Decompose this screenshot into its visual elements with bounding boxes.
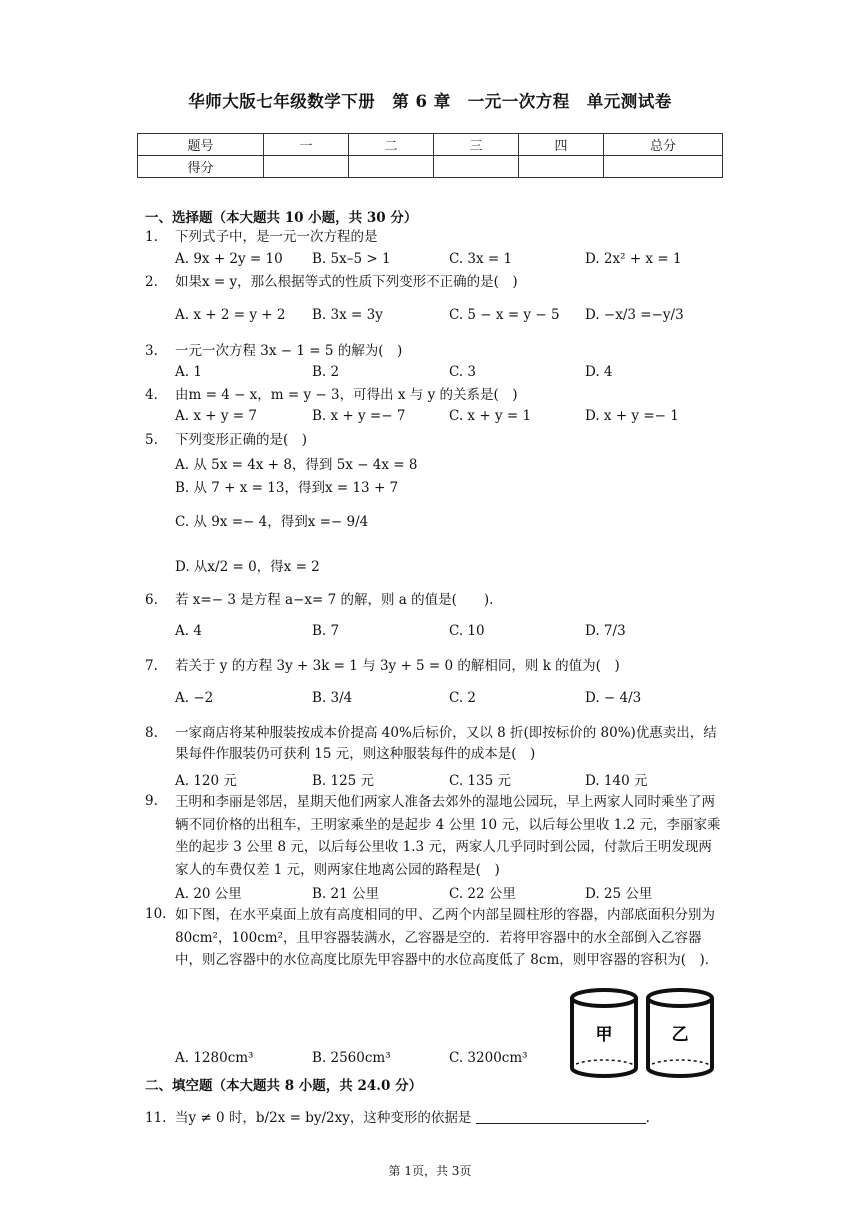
option-a[interactable]: A. 20 公里 (175, 886, 242, 902)
option-a[interactable]: A. −2 (175, 690, 214, 706)
option-c[interactable]: C. 3 (449, 364, 477, 380)
question-stem: 如下图，在水平桌面上放有高度相同的甲、乙两个内部呈圆柱形的容器，内部底面积分别为 80cm²，100cm²，且甲容器装满水，乙容器是空的．若将甲容器中的水全部倒入乙容器中，则乙容器中的水位高度比原先甲容器中的水位高度低了 8cm，则甲容器的容积为( )． (175, 907, 719, 968)
question-text: 当y ≠ 0 时，b/2x = by/2xy，这种变形的依据是 (175, 1110, 472, 1126)
option-c[interactable]: C. 135 元 (449, 773, 511, 789)
option-d[interactable]: D. 140 元 (585, 773, 648, 789)
section-heading: 二、填空题（本大题共 8 小题，共 24.0 分） (145, 1078, 423, 1094)
options-row (175, 769, 735, 789)
option-c[interactable]: C. 3200cm³ (449, 1050, 528, 1066)
question-8 (145, 723, 725, 765)
section-heading: 一、选择题（本大题共 10 小题，共 30 分） (145, 210, 418, 226)
page-title: 华师大版七年级数学下册 第 6 章 一元一次方程 单元测试卷 (188, 92, 672, 111)
option-b[interactable]: B. 5x–5 > 1 (312, 251, 391, 267)
question-stem: 若关于 y 的方程 3y + 3k = 1 与 3y + 5 = 0 的解相同，则 k 的值为( ) (175, 658, 620, 674)
table-cell: 二 (349, 134, 434, 156)
option-a[interactable]: A. 1 (175, 364, 202, 380)
question-stem: 下列式子中，是一元一次方程的是 (175, 229, 378, 245)
option-d[interactable]: D. 25 公里 (585, 886, 653, 902)
option-b[interactable]: B. 2 (312, 364, 340, 380)
cylinder-containers-figure (566, 988, 726, 1080)
question-number: 1. (145, 229, 158, 245)
option-c[interactable]: C. x + y = 1 (449, 408, 532, 424)
option-b[interactable]: B. x + y =− 7 (312, 408, 406, 424)
options-row (175, 364, 735, 384)
table-cell (264, 156, 349, 178)
question-10 (145, 904, 725, 972)
option-b[interactable]: B. 3/4 (312, 690, 353, 706)
option-d[interactable]: D. 从x/2 = 0，得x = 2 (175, 559, 320, 575)
question-stem: 王明和李丽是邻居，星期天他们两家人准备去郊外的湿地公园玩，早上两家人同时乘坐了两辆不同价格的出租车，王明家乘坐的是起步 4 公里 10 元，以后每公里收 1.2 元，李丽家乘坐的起步 3 公里 8 元，以后每公里收 1.3 元，两家人几乎同时到公园，付款后王明发现两家人的车费仅差 1 元，则两家住地离公园的路程是( ) (175, 794, 721, 878)
question-6 (145, 590, 725, 611)
options-row (175, 307, 735, 327)
option-b[interactable]: B. 21 公里 (312, 886, 379, 902)
option-c[interactable]: C. 10 (449, 623, 485, 639)
table-row (138, 134, 723, 156)
question-11 (145, 1108, 725, 1129)
option-b[interactable]: B. 2560cm³ (312, 1050, 391, 1066)
question-stem: 如果x = y，那么根据等式的性质下列变形不正确的是( ) (175, 274, 518, 290)
option-d[interactable]: D. −x/3 =−y/3 (585, 307, 684, 323)
table-cell: 总分 (604, 134, 723, 156)
question-number: 2. (145, 274, 158, 290)
score-table (137, 133, 723, 178)
question-number: 10. (145, 906, 167, 922)
container-label: 乙 (671, 1025, 689, 1045)
options-row (175, 408, 735, 428)
question-stem: 下列变形正确的是( ) (175, 432, 308, 448)
question-number: 9. (145, 793, 158, 809)
question-stem (175, 1108, 725, 1129)
option-b[interactable]: B. 3x = 3y (312, 307, 383, 323)
table-cell (349, 156, 434, 178)
option-a[interactable]: A. 4 (175, 623, 202, 639)
option-d[interactable]: D. 4 (585, 364, 613, 380)
question-stem: 一家商店将某种服装按成本价提高 40%后标价，又以 8 折(即按标价的 80%)优惠卖出，结果每件作服装仍可获利 15 元，则这种服装每件的成本是( ) (175, 725, 717, 762)
question-stem: 由m = 4 − x，m = y − 3，可得出 x 与 y 的关系是( ) (175, 387, 518, 403)
option-d[interactable]: D. 2x² + x = 1 (585, 251, 682, 267)
table-cell: 三 (434, 134, 519, 156)
option-c[interactable]: C. 从 9x =− 4，得到x =− 9/4 (175, 514, 369, 530)
option-c[interactable]: C. 22 公里 (449, 886, 516, 902)
option-c[interactable]: C. 3x = 1 (449, 251, 513, 267)
options-row (175, 623, 735, 643)
option-a[interactable]: A. 从 5x = 4x + 8，得到 5x − 4x = 8 (175, 457, 418, 473)
table-cell (434, 156, 519, 178)
question-number: 3. (145, 343, 158, 359)
question-1 (145, 227, 725, 248)
option-a[interactable]: A. x + y = 7 (175, 408, 257, 424)
option-b[interactable]: B. 7 (312, 623, 340, 639)
option-d[interactable]: D. 7/3 (585, 623, 626, 639)
option-c[interactable]: C. 2 (449, 690, 477, 706)
option-b[interactable]: B. 125 元 (312, 773, 375, 789)
option-a[interactable]: A. 1280cm³ (175, 1050, 254, 1066)
table-cell: 得分 (138, 156, 264, 178)
question-stem: 若 x=− 3 是方程 a−x= 7 的解，则 a 的值是( ). (175, 592, 494, 608)
question-7 (145, 656, 725, 677)
question-number: 5. (145, 432, 158, 448)
page-footer: 第 1页，共 3页 (388, 1164, 472, 1178)
option-d[interactable]: D. − 4/3 (585, 690, 642, 706)
option-a[interactable]: A. x + 2 = y + 2 (175, 307, 286, 323)
container-label: 甲 (595, 1025, 613, 1045)
option-b[interactable]: B. 从 7 + x = 13，得到x = 13 + 7 (175, 480, 399, 496)
table-row (138, 156, 723, 178)
question-3 (145, 341, 725, 362)
options-row (175, 882, 735, 902)
options-row (175, 690, 735, 710)
option-a[interactable]: A. 9x + 2y = 10 (175, 251, 283, 267)
question-number: 11. (145, 1110, 167, 1126)
table-cell (519, 156, 604, 178)
table-cell: 一 (264, 134, 349, 156)
option-c[interactable]: C. 5 − x = y − 5 (449, 307, 560, 323)
question-number: 6. (145, 592, 158, 608)
answer-blank[interactable] (476, 1109, 646, 1124)
question-4 (145, 385, 725, 406)
container-jia (572, 990, 636, 1076)
table-cell: 四 (519, 134, 604, 156)
question-stem: 一元一次方程 3x − 1 = 5 的解为( ) (175, 343, 403, 359)
options-row (175, 251, 735, 271)
table-cell: 题号 (138, 134, 264, 156)
table-cell (604, 156, 723, 178)
question-number: 7. (145, 658, 158, 674)
question-number: 4. (145, 387, 158, 403)
question-number: 8. (145, 725, 158, 741)
question-9 (145, 791, 725, 881)
option-a[interactable]: A. 120 元 (175, 773, 237, 789)
question-5 (145, 430, 725, 451)
question-end: . (645, 1110, 650, 1126)
container-yi (648, 990, 712, 1076)
option-d[interactable]: D. x + y =− 1 (585, 408, 679, 424)
question-2 (145, 272, 725, 293)
